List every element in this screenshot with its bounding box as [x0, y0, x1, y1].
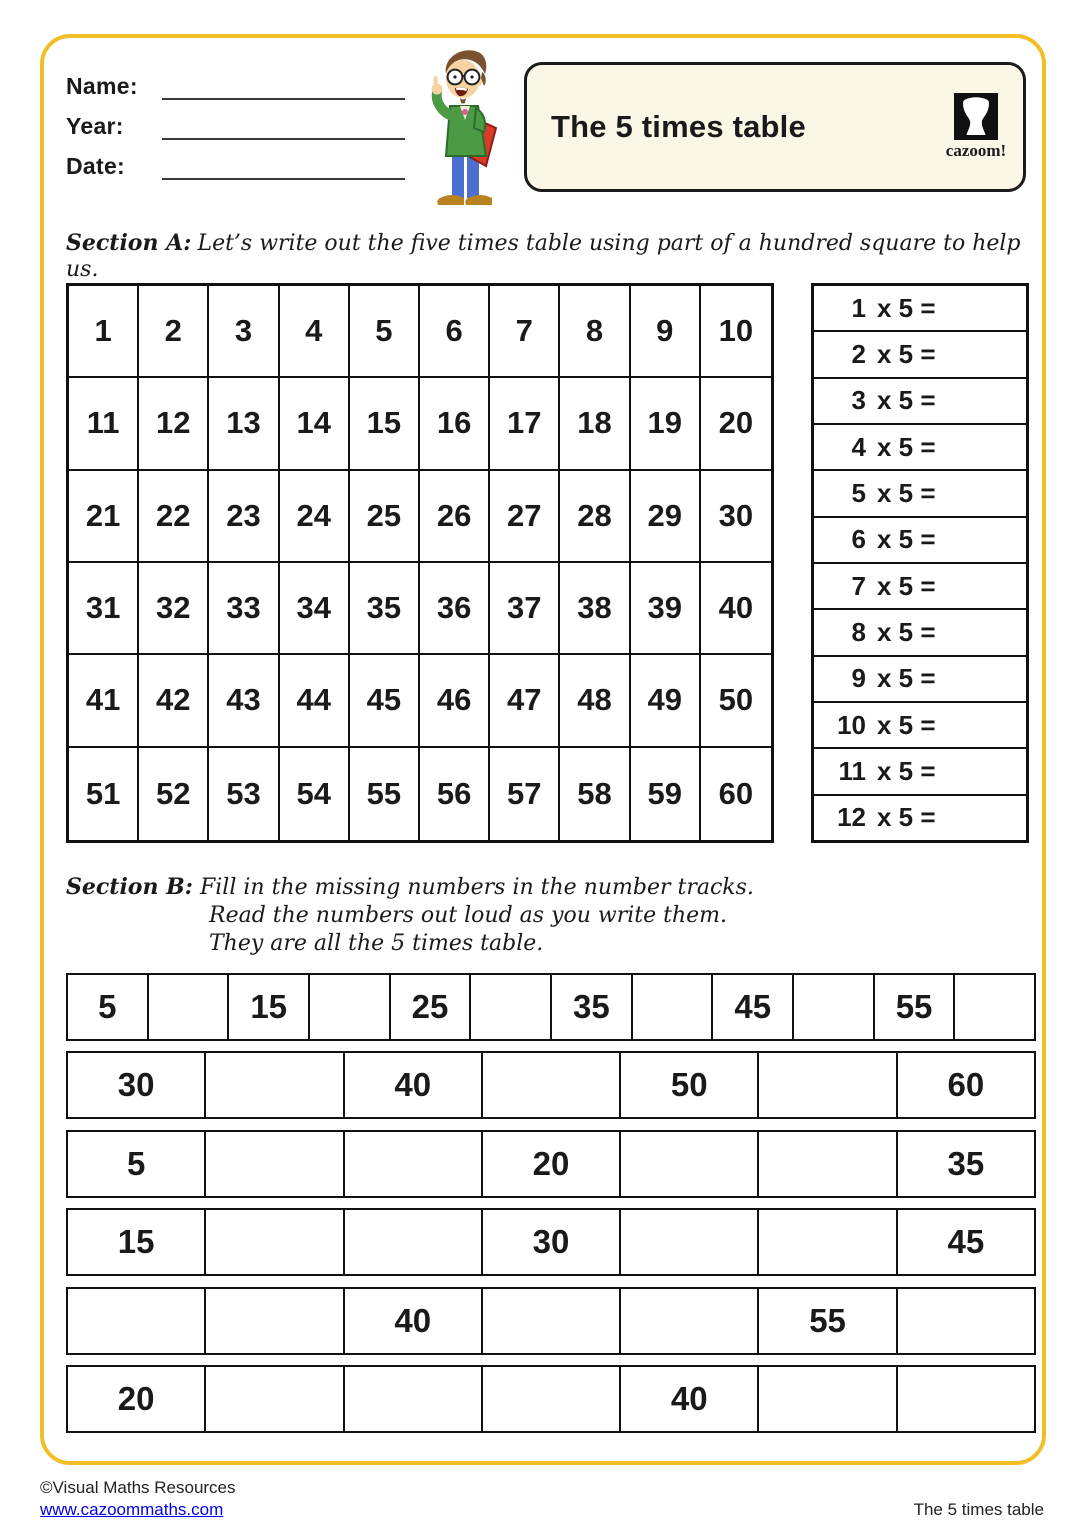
- multiplication-factor: 7: [851, 570, 866, 601]
- grid-cell: 18: [560, 378, 630, 470]
- hundred-square: [66, 283, 774, 843]
- grid-cell: 58: [560, 748, 630, 840]
- multiplication-factor: 4: [851, 431, 866, 462]
- grid-cell: 24: [280, 471, 350, 563]
- multiplication-factor: 6: [851, 524, 866, 555]
- grid-cell: 37: [490, 563, 560, 655]
- name-field-row: [66, 74, 405, 100]
- track-cell-empty[interactable]: [471, 975, 552, 1039]
- track-cell-empty[interactable]: [759, 1210, 897, 1274]
- multiplication-row[interactable]: [814, 425, 1026, 471]
- grid-cell: 39: [631, 563, 701, 655]
- grid-cell: 32: [139, 563, 209, 655]
- multiplication-list: [811, 283, 1029, 843]
- grid-cell: 50: [701, 655, 771, 747]
- multiplication-factor: 5: [851, 477, 866, 508]
- grid-cell: 41: [69, 655, 139, 747]
- section-a-instruction: Let’s write out the five times table using part of a hundred square to help us.: [66, 231, 1021, 282]
- grid-cell: 8: [560, 286, 630, 378]
- multiplication-factor: 3: [851, 385, 866, 416]
- name-label: Name:: [66, 73, 138, 99]
- track-cell-empty[interactable]: [794, 975, 875, 1039]
- track-cell-filled: 40: [621, 1367, 759, 1431]
- title-box: [524, 62, 1026, 192]
- date-input-line[interactable]: [162, 156, 405, 180]
- number-track: [66, 1051, 1036, 1119]
- multiplication-expression: x 5 =: [877, 802, 936, 833]
- grid-cell: 33: [209, 563, 279, 655]
- track-cell-empty[interactable]: [621, 1289, 759, 1353]
- grid-cell: 22: [139, 471, 209, 563]
- track-cell-filled: 20: [68, 1367, 206, 1431]
- grid-cell: 54: [280, 748, 350, 840]
- grid-cell: 14: [280, 378, 350, 470]
- multiplication-expression: x 5 =: [877, 524, 936, 555]
- grid-cell: 31: [69, 563, 139, 655]
- multiplication-row[interactable]: [814, 610, 1026, 656]
- grid-cell: 12: [139, 378, 209, 470]
- multiplication-expression: x 5 =: [877, 385, 936, 416]
- footer-copyright: ©Visual Maths Resources: [40, 1478, 236, 1497]
- section-b-label: Section B:: [66, 874, 193, 900]
- track-cell-filled: 45: [947, 1223, 985, 1260]
- grid-cell: 13: [209, 378, 279, 470]
- multiplication-expression: x 5 =: [877, 616, 936, 647]
- track-cell-empty[interactable]: [898, 1289, 1034, 1353]
- grid-cell: 29: [631, 471, 701, 563]
- cazoom-logo: [943, 93, 1009, 161]
- track-cell-empty[interactable]: [206, 1289, 344, 1353]
- track-cell-filled: 15: [229, 975, 310, 1039]
- cazoom-logo-text: cazoom!: [945, 141, 1007, 160]
- multiplication-row[interactable]: [814, 379, 1026, 425]
- track-cell-filled: 55: [759, 1289, 897, 1353]
- track-cell-filled: 5: [68, 975, 149, 1039]
- track-cell-filled: 20: [483, 1132, 621, 1196]
- grid-cell: 49: [631, 655, 701, 747]
- grid-cell: 52: [139, 748, 209, 840]
- grid-cell: 44: [280, 655, 350, 747]
- grid-cell: 25: [350, 471, 420, 563]
- track-cell-filled: 30: [68, 1053, 206, 1117]
- name-input-line[interactable]: [162, 76, 405, 100]
- track-cell-empty[interactable]: [633, 975, 714, 1039]
- grid-cell: 17: [490, 378, 560, 470]
- track-cell-filled: 60: [947, 1066, 985, 1103]
- grid-cell: 53: [209, 748, 279, 840]
- footer-website-link[interactable]: www.cazoommaths.com: [40, 1500, 224, 1519]
- grid-cell: 16: [420, 378, 490, 470]
- section-b-instructions: [200, 874, 754, 958]
- grid-cell: 56: [420, 748, 490, 840]
- section-b-line: Read the numbers out loud as you write them.: [209, 903, 728, 928]
- date-label: Date:: [66, 153, 126, 179]
- year-field-row: [66, 114, 405, 140]
- multiplication-factor: 12: [837, 802, 866, 833]
- multiplication-expression: x 5 =: [877, 338, 936, 369]
- number-track: [66, 1365, 1036, 1433]
- section-b-heading: [66, 874, 754, 958]
- track-cell-empty[interactable]: [206, 1367, 344, 1431]
- multiplication-expression: x 5 =: [877, 663, 936, 694]
- grid-cell: 4: [280, 286, 350, 378]
- grid-cell: 26: [420, 471, 490, 563]
- grid-cell: 35: [350, 563, 420, 655]
- grid-cell: 30: [701, 471, 771, 563]
- grid-cell: 60: [718, 775, 754, 811]
- multiplication-expression: x 5 =: [877, 292, 936, 323]
- grid-cell: 7: [490, 286, 560, 378]
- track-cell-empty[interactable]: [206, 1132, 344, 1196]
- grid-cell: 36: [420, 563, 490, 655]
- track-cell-empty[interactable]: [759, 1367, 897, 1431]
- multiplication-row[interactable]: [814, 332, 1026, 378]
- grid-cell: 9: [631, 286, 701, 378]
- track-cell-empty[interactable]: [206, 1210, 344, 1274]
- grid-cell: 21: [69, 471, 139, 563]
- multiplication-expression: x 5 =: [877, 431, 936, 462]
- multiplication-row[interactable]: [814, 518, 1026, 564]
- multiplication-expression: x 5 =: [877, 477, 936, 508]
- track-cell-empty[interactable]: [310, 975, 391, 1039]
- multiplication-factor: 10: [837, 709, 866, 740]
- grid-cell: 11: [69, 378, 139, 470]
- year-input-line[interactable]: [162, 116, 405, 140]
- section-b-line: Fill in the missing numbers in the number tracks.: [200, 875, 754, 900]
- multiplication-row[interactable]: [814, 657, 1026, 703]
- track-cell-empty[interactable]: [759, 1053, 897, 1117]
- grid-cell: 59: [631, 748, 701, 840]
- multiplication-factor: 2: [851, 338, 866, 369]
- grid-cell: 15: [350, 378, 420, 470]
- track-cell-filled: 35: [947, 1145, 985, 1182]
- track-cell-filled: 50: [621, 1053, 759, 1117]
- multiplication-factor: 9: [851, 663, 866, 694]
- track-cell-empty[interactable]: [206, 1053, 344, 1117]
- footer-worksheet-name: The 5 times table: [913, 1500, 1044, 1519]
- date-field-row: [66, 154, 405, 180]
- grid-cell: 10: [701, 286, 771, 378]
- grid-cell: 40: [701, 563, 771, 655]
- multiplication-factor: 1: [851, 292, 866, 323]
- grid-cell: 45: [350, 655, 420, 747]
- worksheet-title: The 5 times table: [551, 109, 806, 144]
- multiplication-row[interactable]: [814, 564, 1026, 610]
- track-cell-filled: 55: [875, 975, 956, 1039]
- multiplication-expression: x 5 =: [877, 570, 936, 601]
- page-border-frame: [40, 34, 1046, 1465]
- year-label: Year:: [66, 113, 124, 139]
- section-a-heading: [66, 230, 1026, 282]
- grid-cell: 51: [69, 748, 139, 840]
- grid-cell: 19: [631, 378, 701, 470]
- number-track: [66, 1287, 1036, 1355]
- grid-cell: 47: [490, 655, 560, 747]
- cazoom-drum-icon: [954, 93, 998, 140]
- track-cell-filled: 15: [68, 1210, 206, 1274]
- grid-cell: 2: [139, 286, 209, 378]
- multiplication-factor: 11: [838, 755, 866, 786]
- multiplication-expression: x 5 =: [877, 755, 936, 786]
- track-cell-filled: 35: [552, 975, 633, 1039]
- student-fields: [66, 74, 405, 194]
- track-cell-filled: 40: [345, 1289, 483, 1353]
- track-cell-empty[interactable]: [898, 1367, 1034, 1431]
- multiplication-factor: 8: [851, 616, 866, 647]
- track-cell-empty[interactable]: [149, 975, 230, 1039]
- grid-cell: 34: [280, 563, 350, 655]
- teacher-illustration: [402, 44, 526, 214]
- track-cell-empty[interactable]: [483, 1289, 621, 1353]
- section-b-line: They are all the 5 times table.: [209, 931, 544, 956]
- grid-cell: 23: [209, 471, 279, 563]
- track-cell-filled: 45: [713, 975, 794, 1039]
- track-cell-empty[interactable]: [759, 1132, 897, 1196]
- number-track: [66, 973, 1036, 1041]
- multiplication-expression: x 5 =: [877, 709, 936, 740]
- track-cell-empty[interactable]: [621, 1210, 759, 1274]
- grid-cell: 28: [560, 471, 630, 563]
- grid-cell: 20: [701, 378, 771, 470]
- track-cell-empty[interactable]: [345, 1210, 483, 1274]
- section-a-label: Section A:: [66, 230, 192, 256]
- track-cell-empty[interactable]: [955, 975, 1034, 1039]
- number-track: [66, 1130, 1036, 1198]
- track-cell-empty[interactable]: [621, 1132, 759, 1196]
- multiplication-row[interactable]: [814, 471, 1026, 517]
- multiplication-row[interactable]: [814, 286, 1026, 332]
- track-cell-filled: 30: [483, 1210, 621, 1274]
- grid-cell: 38: [560, 563, 630, 655]
- track-cell-empty[interactable]: [345, 1132, 483, 1196]
- multiplication-row[interactable]: [814, 796, 1026, 840]
- grid-cell: 3: [209, 286, 279, 378]
- track-cell-empty[interactable]: [68, 1289, 206, 1353]
- number-track: [66, 1208, 1036, 1276]
- track-cell-empty[interactable]: [345, 1367, 483, 1431]
- multiplication-row[interactable]: [814, 749, 1026, 795]
- track-cell-filled: 25: [391, 975, 472, 1039]
- track-cell-empty[interactable]: [483, 1367, 621, 1431]
- grid-cell: 55: [350, 748, 420, 840]
- grid-cell: 1: [69, 286, 139, 378]
- grid-cell: 27: [490, 471, 560, 563]
- grid-cell: 46: [420, 655, 490, 747]
- track-cell-empty[interactable]: [483, 1053, 621, 1117]
- grid-cell: 6: [420, 286, 490, 378]
- grid-cell: 48: [560, 655, 630, 747]
- grid-cell: 5: [350, 286, 420, 378]
- grid-cell: 57: [490, 748, 560, 840]
- grid-cell: 42: [139, 655, 209, 747]
- grid-cell: 43: [209, 655, 279, 747]
- multiplication-row[interactable]: [814, 703, 1026, 749]
- track-cell-filled: 40: [345, 1053, 483, 1117]
- track-cell-filled: 5: [68, 1132, 206, 1196]
